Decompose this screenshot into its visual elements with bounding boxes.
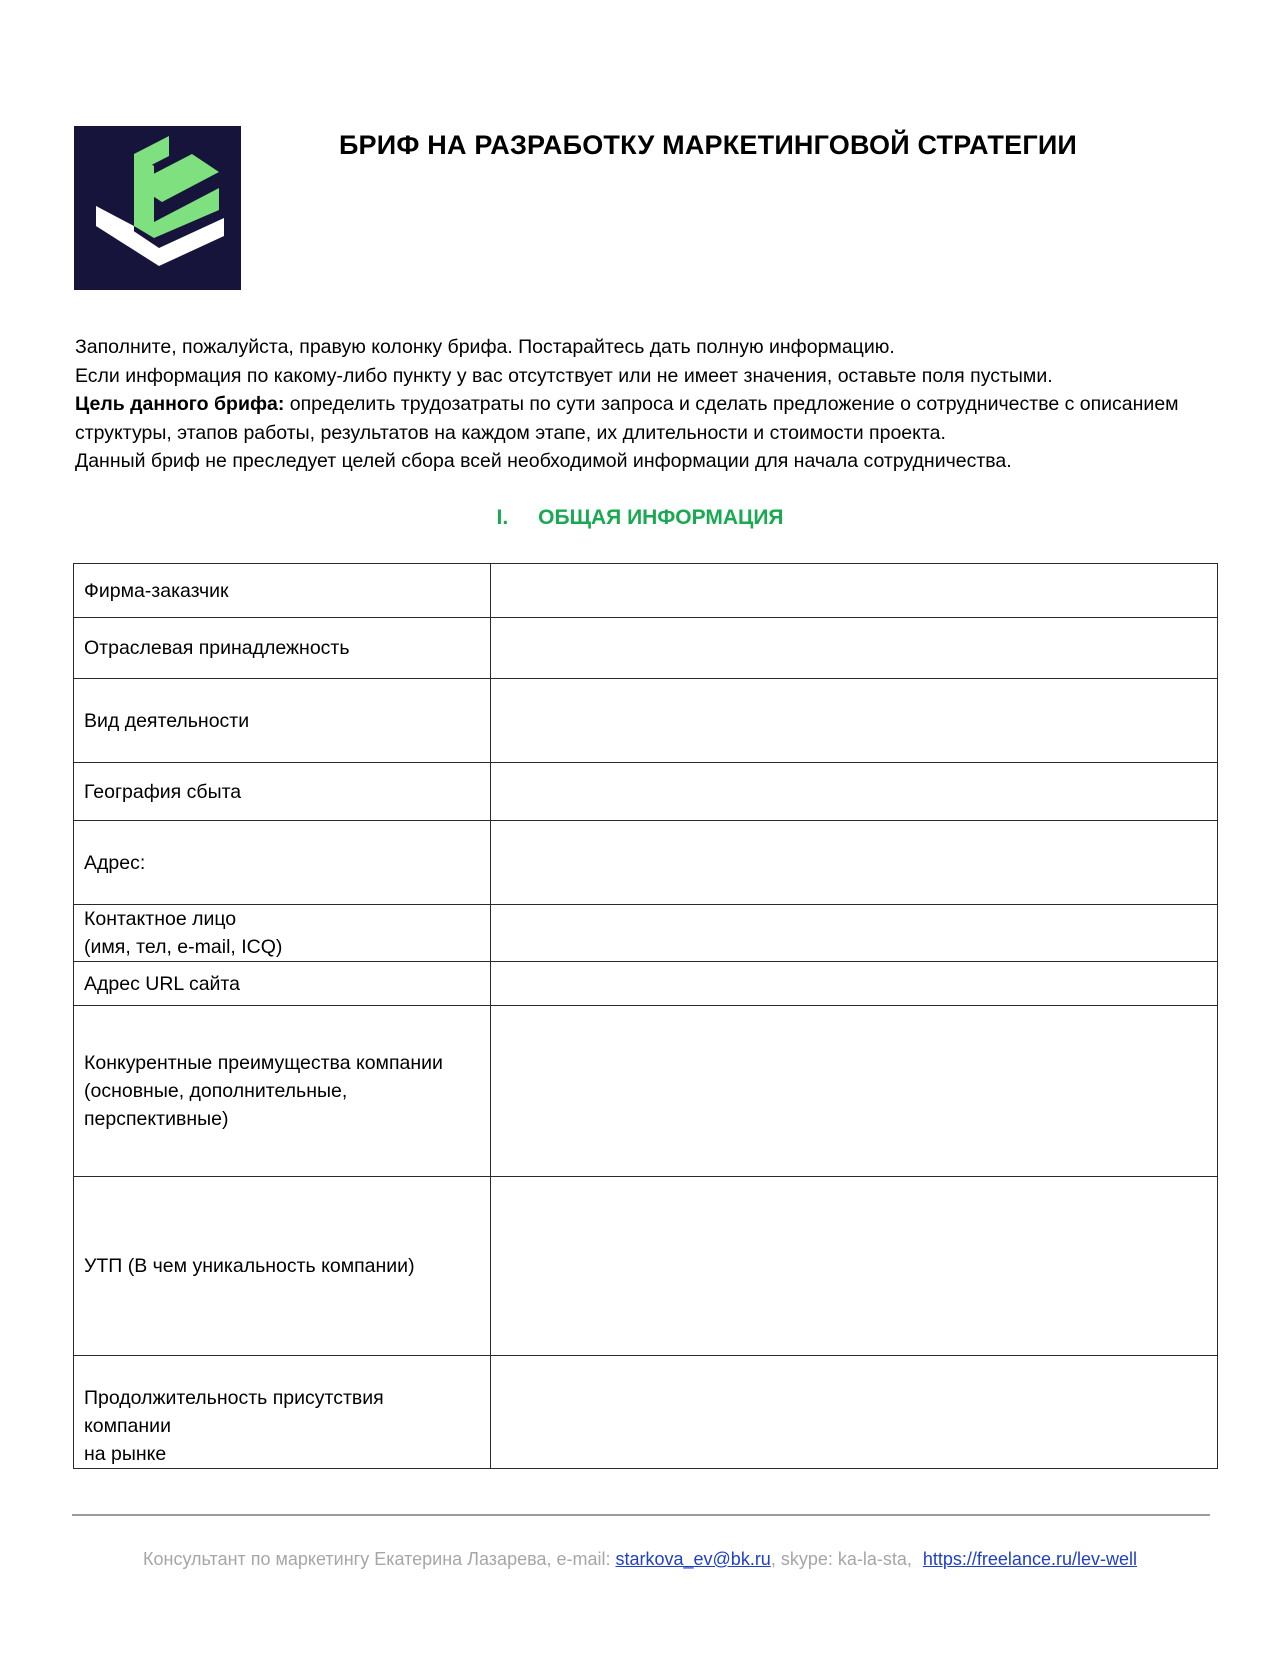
value-input[interactable] (491, 711, 1217, 732)
row-value-field[interactable] (491, 962, 1218, 1006)
row-label: Вид деятельности (74, 679, 491, 763)
row-label: Контактное лицо (имя, тел, e-mail, ICQ) (74, 905, 491, 962)
value-input[interactable] (491, 1256, 1217, 1277)
table-row (74, 763, 1218, 821)
footer-divider (72, 1514, 1210, 1516)
row-label: Продолжительность присутствия компании на рынке (74, 1356, 491, 1469)
value-input[interactable] (491, 974, 1217, 995)
table-row (74, 679, 1218, 763)
value-input[interactable] (491, 638, 1217, 659)
section-heading (0, 506, 1280, 530)
row-label: УТП (В чем уникальность компании) (74, 1177, 491, 1356)
row-value-field[interactable] (491, 821, 1218, 905)
footer-freelance-link[interactable]: https://freelance.ru/lev-well (922, 1549, 1137, 1569)
row-value-field[interactable] (491, 1356, 1218, 1469)
intro-line-4: Данный бриф не преследует целей сбора всей необходимой информации для начала сотрудничества. (75, 450, 1012, 472)
intro-goal (75, 390, 1215, 447)
row-value-field[interactable] (491, 618, 1218, 679)
section-number: I. (496, 506, 509, 529)
table-row (74, 821, 1218, 905)
value-input[interactable] (491, 1081, 1217, 1102)
table-row (74, 1006, 1218, 1177)
intro-text (75, 333, 1215, 476)
row-value-field[interactable] (491, 679, 1218, 763)
table-row (74, 1177, 1218, 1356)
row-label: Адрес URL сайта (74, 962, 491, 1006)
table-row (74, 564, 1218, 618)
value-input[interactable] (491, 581, 1217, 602)
page-title: БРИФ НА РАЗРАБОТКУ МАРКЕТИНГОВОЙ СТРАТЕГИИ (338, 130, 1078, 160)
value-input[interactable] (491, 782, 1217, 803)
row-value-field[interactable] (491, 1177, 1218, 1356)
intro-line-1: Заполните, пожалуйста, правую колонку брифа. Постарайтесь дать полную информацию. (75, 336, 895, 358)
row-value-field[interactable] (491, 1006, 1218, 1177)
brief-table (73, 563, 1218, 1469)
row-value-field[interactable] (491, 564, 1218, 618)
value-input[interactable] (491, 923, 1217, 944)
value-input[interactable] (491, 1402, 1217, 1423)
value-input[interactable] (491, 853, 1217, 874)
row-label: Фирма-заказчик (74, 564, 491, 618)
intro-line-2: Если информация по какому-либо пункту у вас отсутствует или не имеет значения, оставьте поля пустыми. (75, 364, 1053, 387)
row-label: Адрес: (74, 821, 491, 905)
table-row (74, 618, 1218, 679)
row-label: Конкурентные преимущества компании (основные, дополнительные, перспективные) (74, 1006, 491, 1177)
footer-consultant-text: Консультант по маркетингу Екатерина Лазарева, e-mail: (143, 1549, 616, 1569)
table-row (74, 962, 1218, 1006)
table-row (74, 905, 1218, 962)
goal-label: Цель данного брифа: (75, 393, 285, 415)
footer-email-link[interactable]: starkova_ev@bk.ru (615, 1549, 771, 1569)
row-value-field[interactable] (491, 763, 1218, 821)
footer (0, 1549, 1280, 1570)
table-row (74, 1356, 1218, 1469)
section-title: ОБЩАЯ ИНФОРМАЦИЯ (538, 506, 784, 529)
row-label: Отраслевая принадлежность (74, 618, 491, 679)
footer-skype-text: , skype: ka-la-sta, (770, 1549, 917, 1569)
goal-text: определить трудозатраты по сути запроса и сделать предложение о сотрудничестве с описанием структуры, этапов работы, результатов на каждом этапе, их длительности и стоимости проекта. (75, 393, 1179, 444)
row-label: География сбыта (74, 763, 491, 821)
row-value-field[interactable] (491, 905, 1218, 962)
brand-logo-icon (74, 126, 241, 290)
